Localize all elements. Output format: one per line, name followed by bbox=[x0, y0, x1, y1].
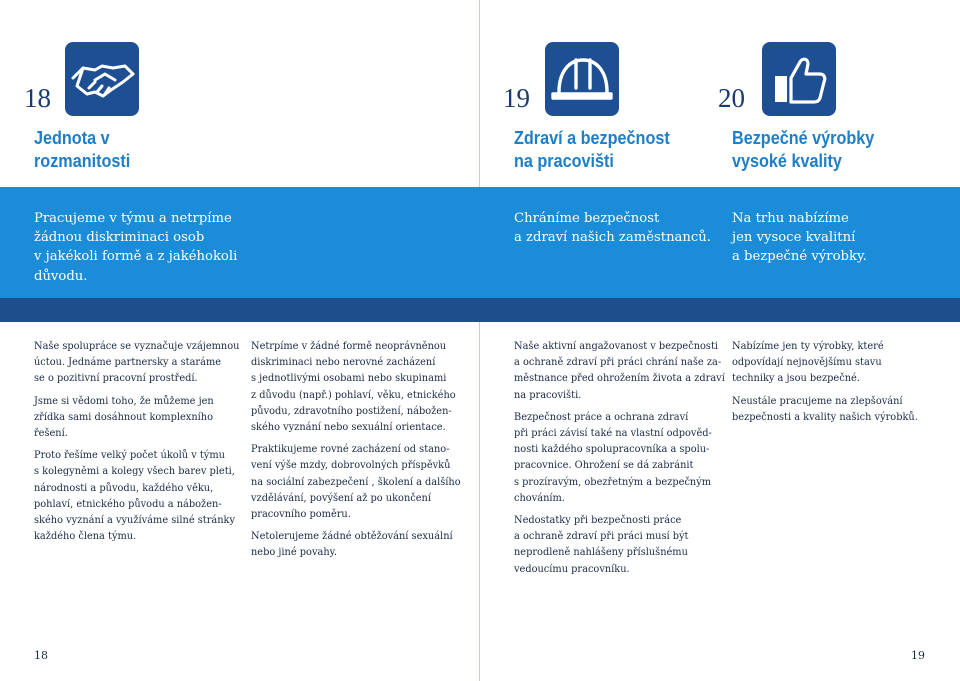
intro-text-20: Na trhu nabízíme jen vysoce kvalitní a bezpečné výrobky. bbox=[732, 211, 867, 265]
paragraph: Naše aktivní angažovanost v bezpečnosti a ochraně zdraví při práci chrání naše za- městnance před ohrožením života a zdraví na pracovišti. bbox=[514, 341, 725, 401]
paragraph: Proto řešíme velký počet úkolů v týmu s kolegyněmi a kolegy všech barev pleti, národnosti a původu, každého věku, pohlaví, etnického původu a nábožen- ského vyznání a využíváme silné stránky každého člena týmu. bbox=[34, 450, 236, 543]
page-number-left: 18 bbox=[34, 649, 48, 662]
page-gutter bbox=[479, 0, 480, 681]
paragraph: Netolerujeme žádné obtěžování sexuální nebo jiné povahy. bbox=[251, 531, 453, 559]
body-column-3 bbox=[514, 339, 725, 584]
paragraph: Bezpečnost práce a ochrana zdraví při práci závisí také na vlastní odpověd- nosti každého spolupracovníka a spolu- pracovnice. Ohrožení se dá zabránit s prozíravým, obezřetným a bezpečným chováním. bbox=[514, 411, 712, 504]
paragraph: Nabízíme jen ty výrobky, které odpovídají nejnovějšímu stavu techniky a jsou bezpečné. bbox=[732, 341, 884, 385]
heading-line: rozmanitosti bbox=[34, 151, 131, 171]
paragraph: Praktikujeme rovné zacházení od stano- vení výše mzdy, dobrovolných příspěvků na sociální zabezpečení , školení a dalšího vzdělávání, povýšení až po ukončení pracovního poměru. bbox=[251, 444, 461, 521]
paragraph: Jsme si vědomi toho, že můžeme jen zřídka sami dosáhnout komplexního řešení. bbox=[34, 395, 214, 440]
section-heading-20 bbox=[732, 127, 874, 173]
hard-hat-icon bbox=[545, 42, 619, 116]
body-column-1 bbox=[34, 339, 239, 551]
paragraph: Neustále pracujeme na zlepšování bezpečnosti a kvality našich výrobků. bbox=[732, 395, 918, 423]
thumbs-up-icon bbox=[762, 42, 836, 116]
heading-line: Jednota v bbox=[34, 128, 110, 148]
paragraph: Nedostatky při bezpečnosti práce a ochraně zdraví při práci musí být neprodleně nahlášeny příslušnému vedoucímu pracovníku. bbox=[514, 515, 689, 575]
heading-line: na pracovišti bbox=[514, 151, 614, 171]
section-heading-18 bbox=[34, 127, 130, 173]
page-number-right: 19 bbox=[911, 649, 925, 662]
handshake-icon bbox=[65, 42, 139, 116]
paragraph: Naše spolupráce se vyznačuje vzájemnou úctou. Jednáme partnersky a staráme se o pozitivní pracovní prostředí. bbox=[34, 341, 240, 385]
divider-strip bbox=[0, 298, 960, 322]
body-column-2 bbox=[251, 339, 461, 568]
intro-text-18: Pracujeme v týmu a netrpíme žádnou diskriminaci osob v jakékoli formě a z jakéhokoli důvodu. bbox=[34, 211, 238, 284]
heading-line: Zdraví a bezpečnost bbox=[514, 128, 670, 148]
heading-line: Bezpečné výrobky bbox=[732, 128, 875, 148]
section-number-18: 18 bbox=[24, 83, 51, 113]
section-number-20: 20 bbox=[718, 83, 745, 113]
body-column-4 bbox=[732, 339, 918, 432]
section-number-19: 19 bbox=[503, 83, 530, 113]
paragraph: Netrpíme v žádné formě neoprávněnou diskriminaci nebo nerovné zacházení s jednotlivými osobami nebo skupinami z důvodu (např.) pohlaví, věku, etnického původu, zdravotního postižení, nábožen- ského vyznání nebo sexuální orientace. bbox=[251, 341, 456, 434]
intro-text-19: Chráníme bezpečnost a zdraví našich zaměstnanců. bbox=[514, 211, 711, 246]
section-heading-19 bbox=[514, 127, 670, 173]
heading-line: vysoké kvality bbox=[732, 151, 842, 171]
